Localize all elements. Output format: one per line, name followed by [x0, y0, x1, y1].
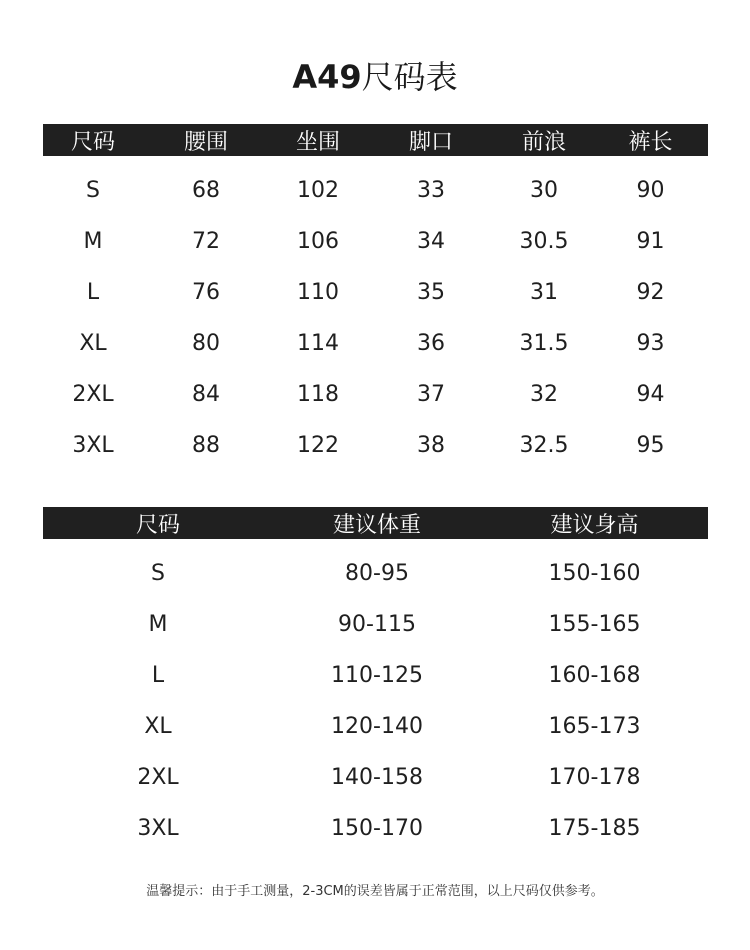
- table-row: [43, 165, 708, 216]
- table-cell: 160-168: [548, 663, 641, 688]
- table-cell: 32.5: [519, 433, 569, 458]
- table-cell: 35: [417, 280, 445, 305]
- title-text: 尺码表: [361, 58, 458, 96]
- table-cell: 30.5: [519, 229, 569, 254]
- table-row: [43, 701, 708, 752]
- table-cell: 33: [417, 178, 445, 203]
- table-cell: 106: [297, 229, 339, 254]
- table-cell: 140-158: [331, 765, 423, 790]
- table-cell: 30: [530, 178, 558, 203]
- table-cell: 92: [636, 280, 665, 305]
- table-cell: 76: [192, 280, 220, 305]
- table-cell: 150-160: [548, 561, 641, 586]
- size-recommendation-table: [43, 507, 708, 854]
- table-cell: S: [151, 561, 165, 586]
- table-cell: 2XL: [72, 382, 114, 407]
- table-cell: 175-185: [548, 816, 641, 841]
- table-cell: 84: [192, 382, 220, 407]
- table-cell: 3XL: [137, 816, 179, 841]
- table-row: [43, 216, 708, 267]
- table-row: [43, 599, 708, 650]
- header-cell-weight: 建议体重: [332, 512, 421, 538]
- page-title: [0, 52, 750, 102]
- table-cell: 122: [297, 433, 339, 458]
- table-cell: S: [86, 178, 100, 203]
- table-body: [43, 539, 708, 854]
- table-cell: 155-165: [548, 612, 641, 637]
- table-cell: M: [83, 229, 103, 254]
- table-cell: 88: [192, 433, 220, 458]
- table-cell: 91: [636, 229, 665, 254]
- table-cell: 72: [192, 229, 220, 254]
- table-cell: 118: [297, 382, 339, 407]
- table-cell: 36: [417, 331, 445, 356]
- table-cell: 2XL: [137, 765, 179, 790]
- table-cell: 90: [636, 178, 665, 203]
- header-cell-hem: 脚口: [408, 129, 453, 155]
- table-cell: 120-140: [331, 714, 423, 739]
- table-row: [43, 318, 708, 369]
- table-cell: XL: [79, 331, 107, 356]
- table-cell: L: [151, 663, 165, 688]
- table-cell: 90-115: [338, 612, 416, 637]
- table-cell: 32: [530, 382, 558, 407]
- table-body: [43, 156, 708, 471]
- measurement-note: 温馨提示：由于手工测量，2-3CM的误差皆属于正常范围，以上尺码仅供参考。: [146, 884, 604, 899]
- table-cell: 114: [297, 331, 339, 356]
- table-cell: 165-173: [548, 714, 641, 739]
- table-cell: 94: [636, 382, 665, 407]
- table-cell: 34: [417, 229, 445, 254]
- header-cell-size: 尺码: [70, 129, 115, 155]
- table-cell: 68: [192, 178, 220, 203]
- table-row: [43, 752, 708, 803]
- table-header: [43, 507, 708, 539]
- table-cell: L: [86, 280, 100, 305]
- table-cell: 102: [297, 178, 339, 203]
- table-cell: 95: [636, 433, 665, 458]
- header-cell-hip: 坐围: [295, 129, 340, 155]
- table-cell: 80: [192, 331, 220, 356]
- table-cell: 31.5: [519, 331, 569, 356]
- table-cell: 3XL: [72, 433, 114, 458]
- size-measurement-table: [43, 124, 708, 471]
- table-row: [43, 548, 708, 599]
- table-cell: 110: [297, 280, 339, 305]
- table-row: [43, 420, 708, 471]
- header-cell-front-rise: 前浪: [521, 129, 566, 155]
- table-cell: 110-125: [331, 663, 423, 688]
- table-cell: 37: [417, 382, 445, 407]
- product-code: A49: [292, 58, 362, 96]
- table-row: [43, 267, 708, 318]
- table-cell: 170-178: [548, 765, 641, 790]
- table-cell: 150-170: [331, 816, 423, 841]
- header-cell-waist: 腰围: [183, 129, 228, 155]
- table-row: [43, 650, 708, 701]
- table-cell: 31: [530, 280, 558, 305]
- table-cell: M: [148, 612, 168, 637]
- table-cell: 93: [636, 331, 665, 356]
- table-row: [43, 803, 708, 854]
- header-cell-length: 裤长: [628, 129, 673, 155]
- table-cell: 38: [417, 433, 445, 458]
- table-cell: 80-95: [345, 561, 409, 586]
- table-header: [43, 124, 708, 156]
- table-cell: XL: [144, 714, 172, 739]
- header-cell-height: 建议身高: [550, 512, 639, 538]
- table-row: [43, 369, 708, 420]
- header-cell-size: 尺码: [135, 512, 180, 538]
